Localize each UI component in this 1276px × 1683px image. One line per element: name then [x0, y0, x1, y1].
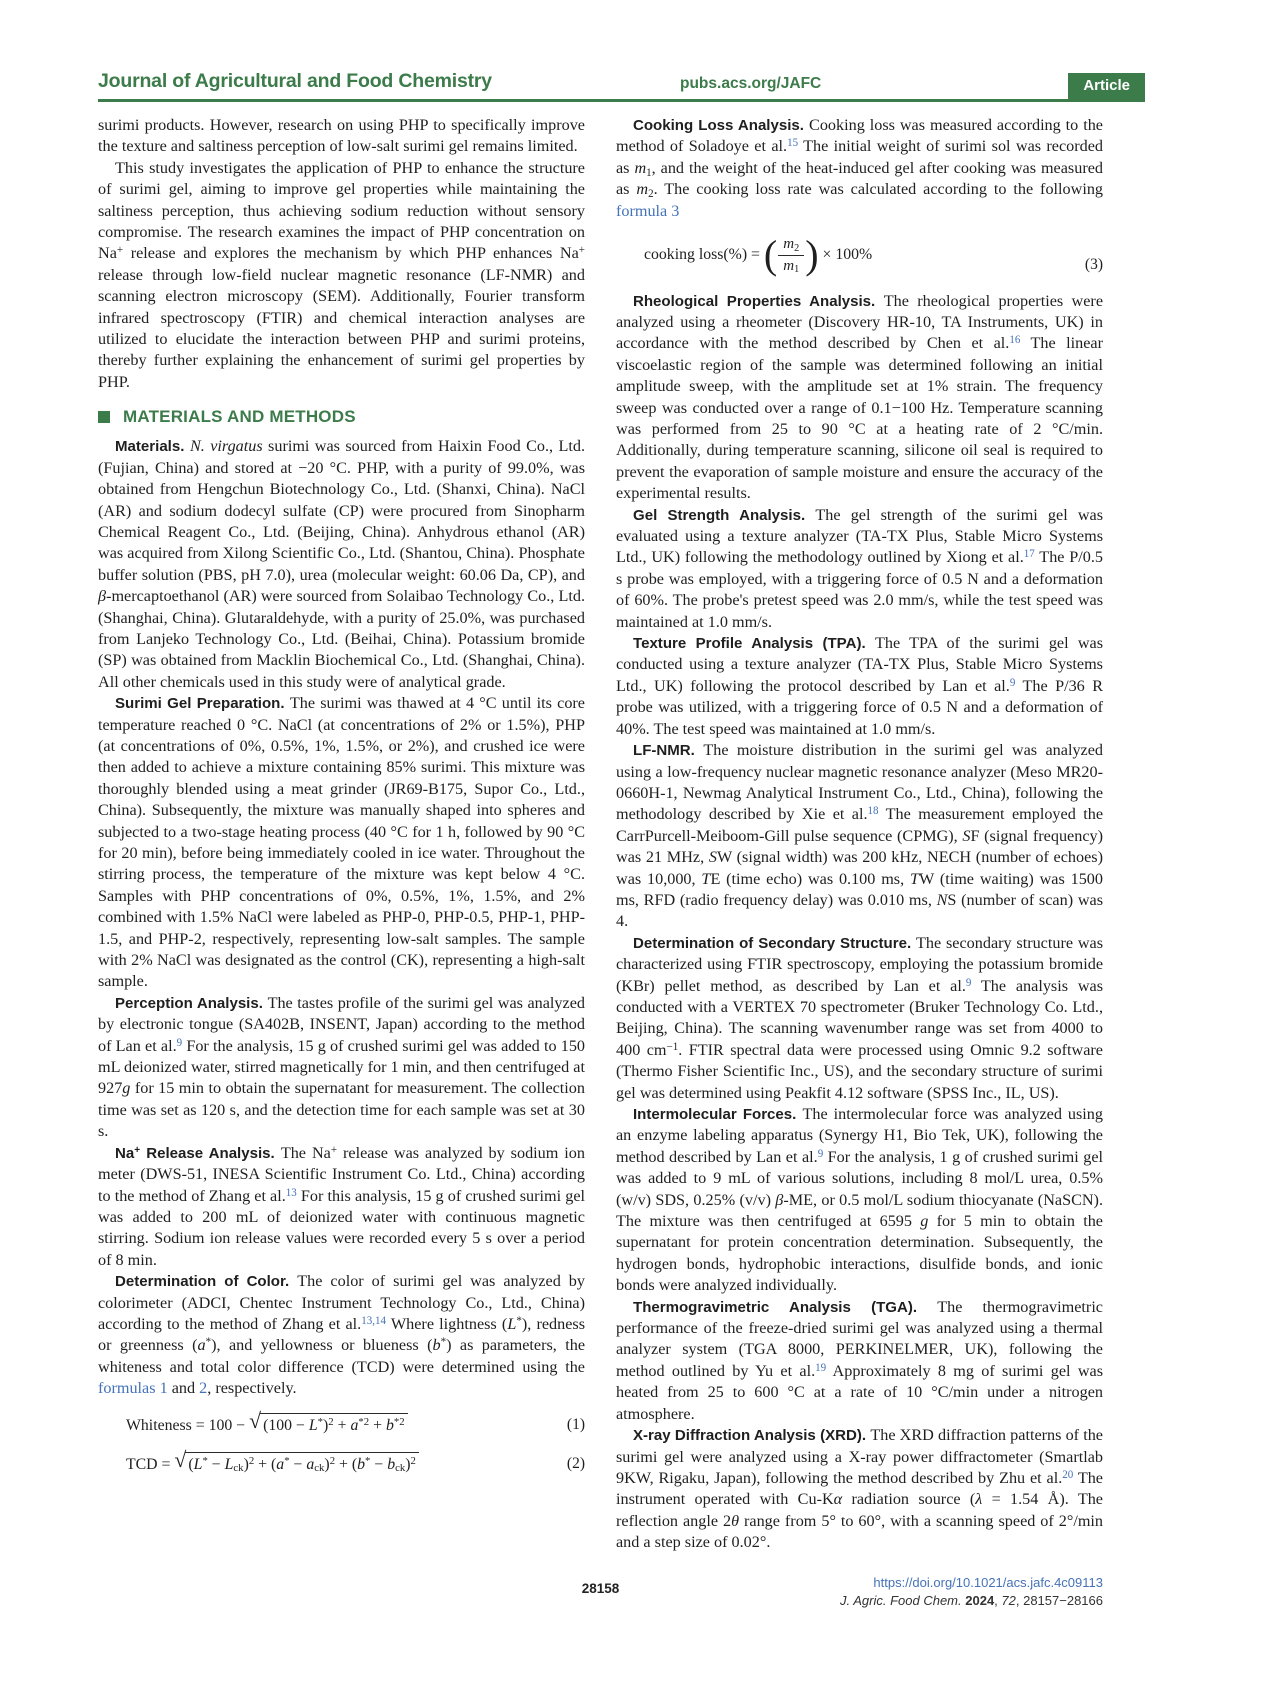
sqrt-body	[260, 1413, 407, 1437]
italic-text: T	[701, 869, 711, 888]
text-run: , 28157−28166	[1015, 1592, 1103, 1608]
italic-text: m	[634, 158, 647, 177]
text-run: The analysis was conducted with a VERTEX 70 spectrometer (Bruker Technology Co. Ltd., Beijing, China). The scanning wavenumber range was set from 4000 to 400 cm	[616, 976, 1103, 1059]
italic-text: m	[783, 257, 795, 274]
paragraph	[98, 436, 585, 693]
inline-link[interactable]: formulas 1	[98, 1379, 168, 1398]
italic-text: α	[833, 1490, 843, 1509]
text-run: ), and yellowness or blueness (	[211, 1336, 433, 1355]
paragraph	[98, 993, 585, 1143]
italic-text: a	[276, 1455, 285, 1473]
superscript: +	[330, 1143, 338, 1156]
text-run: W (signal width) was 200 kHz, NECH (number of echoes) was 10,000,	[616, 848, 1103, 888]
citation-ref[interactable]: 18	[867, 805, 879, 818]
italic-text: S	[962, 826, 971, 845]
text-run: The rheological properties were analyzed using a rheometer (Discovery HR-10, TA Instruments, UK) in accordance with the method described by Chen et al.	[616, 291, 1103, 353]
superscript: *	[365, 1454, 371, 1467]
text-run: release was analyzed by sodium ion meter (DWS-51, INESA Scientific Instrument Co. Ltd., China) according to the method of Zhang et al.	[98, 1143, 585, 1205]
text-run: (100 −	[263, 1416, 309, 1434]
text-run: −	[370, 1455, 388, 1473]
equation-body	[126, 1409, 408, 1434]
italic-text: g	[920, 1212, 929, 1231]
text-run: Approximately 8 mg of surimi gel was heated from 25 to 600 °C at a rate of 10 °C/min under a nitrogen atmosphere.	[616, 1361, 1103, 1423]
inline-link[interactable]: 2	[199, 1379, 208, 1398]
text-run: + (	[335, 1455, 358, 1473]
text-run: )	[324, 1455, 330, 1473]
text-run: The instrument operated with Cu-K	[616, 1468, 1103, 1509]
text-run: )	[323, 1416, 329, 1434]
text-run: −	[289, 1455, 307, 1473]
text-run: The measurement employed the CarrPurcell-Meiboom-Gill pulse sequence (CPMG),	[616, 805, 1103, 845]
paragraph	[98, 158, 585, 393]
text-run: + (	[254, 1455, 277, 1473]
italic-text: b	[387, 1455, 396, 1473]
paragraph	[616, 633, 1103, 740]
superscript: −1	[666, 1040, 679, 1053]
text-run: The intermolecular force was analyzed using an enzyme labeling apparatus (Synergy H1, Bio Tek, UK), following the method described by Lan et al.	[616, 1105, 1103, 1166]
italic-text: L	[224, 1455, 234, 1473]
text-run: The secondary structure was characterized using FTIR spectroscopy, employing the potassium bromide (KBr) pellet method, as described by Lan et al.	[616, 933, 1103, 995]
equation-text	[644, 246, 764, 263]
runin-heading: Gel Strength Analysis.	[633, 506, 816, 524]
text-run: . FTIR spectral data were processed using Omnic 9.2 software (Thermo Fisher Scientific Inc., US), and the secondary structure of surimi gel was determined using Peakfit 4.12 software (SPSS Inc., IL, US).	[616, 1040, 1103, 1102]
citation-ref[interactable]: 9	[176, 1036, 183, 1049]
runin-heading: Texture Profile Analysis (TPA).	[633, 635, 875, 653]
equation-number: (2)	[566, 1454, 585, 1472]
italic-text: a	[197, 1336, 206, 1355]
runin-heading: Materials.	[115, 438, 190, 456]
subscript: 1	[646, 166, 652, 179]
runin-heading: LF-NMR.	[633, 742, 704, 760]
text-run: , respectively.	[207, 1379, 297, 1398]
superscript: *	[440, 1336, 447, 1349]
italic-text: N	[936, 890, 948, 909]
sqrt-expression	[174, 1448, 419, 1476]
italic-text: m	[636, 180, 649, 199]
runin-heading: Release Analysis.	[140, 1144, 281, 1162]
citation-ref[interactable]: 16	[1009, 334, 1021, 347]
equation-number: (1)	[566, 1415, 585, 1433]
text-run: radiation source (	[842, 1490, 976, 1509]
text-run: +	[369, 1416, 386, 1434]
text-run: S (number of scan) was 4.	[616, 890, 1103, 931]
equation-text	[126, 1417, 249, 1434]
runin-heading: Determination of Secondary Structure.	[633, 934, 917, 952]
text-run: The color of surimi gel was analyzed by colorimeter (ADCI, Chentec Instrument Technology Co., Ltd., China) according to the method of Zhang et al.	[98, 1272, 585, 1333]
equation-number: (3)	[1084, 255, 1103, 273]
sqrt-sign: √	[249, 1409, 262, 1434]
text-run: +	[333, 1416, 351, 1434]
open-paren: (	[763, 232, 778, 278]
runin-heading: Cooking Loss Analysis.	[633, 117, 810, 134]
paragraph	[616, 1425, 1103, 1553]
right-column	[616, 115, 1103, 1554]
text-run: For the analysis, 15 g of crushed surimi gel was added to 150 mL deionized water, stirred magnetically for 1 min, and then centrifuged at 927	[98, 1036, 586, 1098]
sqrt-body	[185, 1452, 419, 1476]
fraction-denominator	[778, 256, 804, 276]
text-run: for 5 min to obtain the supernatant for protein concentration determination. Subsequently, the hydrogen bonds, hydrophobic interactions, disulfide bonds, and ionic bonds were analyzed individually.	[616, 1212, 1103, 1295]
runin-heading: Determination of Color.	[115, 1273, 298, 1291]
page-header	[98, 70, 1145, 102]
text-run: = 1.54 Å). The reflection angle 2	[616, 1490, 1103, 1530]
text-run: )	[243, 1455, 249, 1473]
equation	[98, 1448, 585, 1476]
section-heading	[98, 407, 585, 427]
paragraph	[616, 115, 1103, 222]
text-run: The Na	[280, 1143, 331, 1162]
superscript: *	[284, 1454, 290, 1467]
paragraph	[616, 740, 1103, 933]
italic-text: β	[98, 587, 107, 606]
text-run: TCD =	[126, 1455, 175, 1473]
italic-text: T	[909, 869, 919, 888]
text-run: The initial weight of surimi sol was recorded as	[616, 137, 1104, 177]
runin-heading: Intermolecular Forces.	[633, 1106, 803, 1123]
text-run: Cooking loss was measured according to the method of Soladoye et al.	[616, 116, 1103, 156]
text-run: Whiteness = 100 −	[126, 1416, 250, 1434]
left-column	[98, 115, 585, 1554]
page-number: 28158	[581, 1581, 620, 1596]
italic-text: θ	[731, 1511, 740, 1530]
superscript: *2	[358, 1415, 370, 1428]
italic-text: β	[775, 1190, 784, 1209]
italic-text: 72	[1001, 1592, 1016, 1608]
text-run: For this analysis, 15 g of crushed surimi gel was added to 200 mL of deionized water with continuous magnetic stirring. Sodium ion release values were recorded every 5 s over a period of 8 min.	[98, 1186, 586, 1269]
runin-heading-sup: +	[134, 1145, 141, 1157]
superscript: +	[116, 244, 124, 257]
text-run: This study investigates the application of PHP to enhance the structure of surimi gel, aiming to improve gel properties while maintaining the saltiness perception, thus achieving sodium reduction without sensory compromise. The research examines the impact of PHP concentration on Na	[98, 158, 585, 263]
superscript: 2	[328, 1415, 334, 1428]
subscript: 2	[648, 187, 654, 200]
citation-ref[interactable]: 9	[965, 976, 972, 989]
text-run: (	[188, 1455, 194, 1473]
text-run: -ME, or 0.5 mol/L sodium thiocyanate (NaSCN). The mixture was then centrifuged at 6595	[616, 1190, 1103, 1231]
text-run: release and explores the mechanism by which PHP enhances Na	[123, 244, 579, 263]
equation	[616, 232, 1103, 278]
text-run: The thermogravimetric performance of the freeze-dried surimi gel was analyzed using a thermal analyzer system (TGA 8000, PERKINELMER, UK), following the method outlined by Yu et al.	[616, 1297, 1103, 1380]
citation-ref[interactable]: 20	[1062, 1468, 1074, 1481]
fraction	[778, 235, 804, 276]
text-run: The linear viscoelastic region of the sample was determined following an initial amplitude sweep, with the amplitude set at 1% strain. The frequency sweep was conducted over a range of 0.1−100 Hz. Temperature scanning was performed from 25 to 90 °C at a heating rate of 2 °C/min. Additionally, during temperature scanning, silicone oil seal is required to prevent the evaporation of sample moisture and ensure the accuracy of the experimental results.	[616, 334, 1103, 503]
text-run: . The cooking loss rate was calculated according to the following	[653, 180, 1104, 199]
subscript: 2	[794, 242, 800, 254]
text-run: E (time echo) was 0.100 ms,	[710, 869, 910, 888]
text-run: for 15 min to obtain the supernatant for measurement. The collection time was set as 120 s, and the detection time for each sample was set at 30 s.	[98, 1079, 585, 1141]
text-run: F (signal frequency) was 21 MHz,	[616, 826, 1103, 867]
section-square-icon	[98, 411, 110, 423]
subscript: ck	[314, 1462, 325, 1475]
superscript: *2	[393, 1415, 405, 1428]
text-run: and	[167, 1379, 200, 1398]
italic-text: a	[350, 1416, 359, 1434]
journal-title: Journal of Agricultural and Food Chemistry	[98, 70, 492, 92]
text-run: -mercaptoethanol (AR) were sourced from Solaibao Technology Co., Ltd. (Shanghai, China). Glutaraldehyde, with a purity of 25.0%, was purchased from Lanjeko Technology Co., Ltd. (Beihai, China). Potassium bromide (SP) was obtained from Macklin Biochemical Co., Ltd. (Shanghai, China). All other chemicals used in this study were of analytical grade.	[98, 587, 585, 691]
italic-text: g	[122, 1079, 131, 1098]
text-run: For the analysis, 1 g of crushed surimi gel was added to 9 mL of various solutions, including 8 mol/L urea, 0.5% (w/v) SDS, 0.25% (v/v)	[616, 1147, 1104, 1209]
inline-link[interactable]: formula 3	[616, 201, 680, 220]
citation-ref[interactable]: 17	[1023, 548, 1035, 561]
italic-text: S	[708, 848, 717, 867]
text-run: −	[207, 1455, 225, 1473]
italic-text: b	[385, 1416, 394, 1434]
paragraph	[616, 933, 1103, 1104]
text-run: The P/36 R probe was utilized, with a triggering force of 0.5 N and a deformation of 40%. The test speed was maintained at 1.0 mm/s.	[616, 676, 1104, 738]
runin-heading: Thermogravimetric Analysis (TGA).	[633, 1298, 938, 1316]
italic-text: m	[783, 236, 795, 253]
citation-ref[interactable]: 15	[787, 137, 799, 150]
text-run: release through low-field nuclear magnetic resonance (LF-NMR) and scanning electron microscopy (SEM). Additionally, Fourier transform infrared spectroscopy (FTIR) and chemical interaction analyses are utilized to elucidate the interaction between PHP and surimi proteins, thereby further explaining the enhancement of surimi gel properties by PHP.	[98, 265, 585, 391]
italic-text: L	[507, 1314, 517, 1333]
runin-heading: Perception Analysis.	[115, 994, 268, 1012]
text-run: × 100%	[818, 245, 873, 263]
paragraph	[98, 1143, 585, 1271]
paragraph	[98, 1271, 585, 1399]
superscript: *	[205, 1336, 212, 1349]
text-run: The gel strength of the surimi gel was evaluated using a texture analyzer (TA-TX Plus, Stable Micro Systems Ltd., UK) following the methodology outlined by Xiong et al.	[616, 505, 1103, 567]
sqrt-expression	[249, 1409, 407, 1437]
text-run: cooking loss(%) =	[644, 245, 764, 263]
footer-citation-block	[840, 1574, 1103, 1609]
paragraph	[98, 115, 585, 158]
text-run: range from 5° to 60°, with a scanning speed of 2°/min and a step size of 0.02°.	[616, 1511, 1103, 1552]
text-run: )	[405, 1455, 411, 1473]
equation	[98, 1409, 585, 1437]
subscript: 1	[794, 264, 800, 276]
text-run: The XRD diffraction patterns of the surimi gel were analyzed using a X-ray power diffractometer (Smartlab 9KW, Rigaku, Japan), following the method described by Zhu et al.	[616, 1426, 1103, 1487]
paragraph	[616, 1104, 1103, 1297]
superscript: *	[317, 1415, 324, 1428]
italic-text: L	[308, 1416, 318, 1434]
text-run: Where lightness (	[385, 1314, 508, 1333]
superscript: *	[202, 1454, 208, 1467]
subscript: ck	[233, 1462, 244, 1475]
superscript: 2	[248, 1454, 255, 1467]
subscript: ck	[395, 1462, 406, 1475]
text-run: surimi products. However, research on using PHP to specifically improve the texture and saltiness perception of low-salt surimi gel remains limited.	[98, 116, 585, 156]
text-run: ), redness or greenness (	[98, 1314, 585, 1355]
close-paren: )	[805, 232, 819, 278]
italic-text: b	[432, 1336, 441, 1355]
equation-body	[126, 1448, 419, 1475]
site-link[interactable]: pubs.acs.org/JAFC	[680, 75, 822, 92]
text-run: ,	[994, 1592, 1002, 1608]
section-heading-label: MATERIALS AND METHODS	[123, 407, 356, 427]
equation-body	[644, 232, 873, 278]
paragraph	[98, 693, 585, 993]
runin-heading: Rheological Properties Analysis.	[633, 292, 884, 310]
citation-ref[interactable]: 13,14	[361, 1314, 386, 1327]
text-run: The TPA of the surimi gel was conducted using a texture analyzer (TA-TX Plus, Stable Micro Systems Ltd., UK) following the protocol described by Lan et al.	[616, 634, 1103, 695]
text-run: , and the weight of the heat-induced gel after cooking was measured as	[616, 158, 1103, 199]
bold-text: 2024	[965, 1592, 995, 1608]
doi-link[interactable]: https://doi.org/10.1021/acs.jafc.4c09113	[873, 1575, 1103, 1590]
paragraph	[616, 291, 1103, 505]
superscript: +	[578, 244, 585, 257]
fraction-numerator	[778, 235, 804, 256]
text-run: The P/0.5 s probe was employed, with a triggering force of 0.5 N and a deformation of 60%. The probe's pretest speed was 2.0 mm/s, while the test speed was maintained at 1.0 mm/s.	[616, 548, 1103, 631]
runin-heading: Na	[115, 1144, 135, 1162]
citation-ref[interactable]: 13	[285, 1186, 297, 1199]
paragraph	[616, 1297, 1103, 1425]
runin-heading: X-ray Diffraction Analysis (XRD).	[633, 1427, 871, 1445]
article-type-badge: Article	[1068, 73, 1145, 99]
italic-text: a	[306, 1455, 315, 1473]
italic-text: λ	[975, 1490, 983, 1509]
text-run: surimi was sourced from Haixin Food Co., Ltd. (Fujian, China) and stored at −20 °C. PHP, with a purity of 99.0%, was obtained from Hengchun Biotechnology Co., Ltd. (Shanxi, China). NaCl (AR) and sodium dodecyl sulfate (CP) were procured from Sinopharm Chemical Reagent Co., Ltd. (Beijing, China). Anhydrous ethanol (AR) was acquired from Xilong Scientific Co., Ltd. (Shantou, China). Phosphate buffer solution (PBS, pH 7.0), urea (molecular weight: 60.06 Da, CP), and	[98, 437, 585, 584]
text-run: The surimi was thawed at 4 °C until its core temperature reached 0 °C. NaCl (at concentrations of 2% or 1.5%), PHP (at concentrations of 0%, 0.5%, 1%, 1.5%, or 2%), and crushed ice were then added to achieve a mixture containing 85% surimi. This mixture was thoroughly blended using a meat grinder (JR69-B175, Supor Co., Ltd., China). Subsequently, the mixture was manually shaped into spheres and subjected to a two-stage heating process (40 °C for 1 h, followed by 90 °C for 20 min), before being immediately cooled in ice water. Throughout the stirring process, the temperature of the mixture was kept below 4 °C. Samples with PHP concentrations of 0%, 0.5%, 1%, 1.5%, and 2% combined with 1.5% NaCl were labeled as PHP-0, PHP-0.5, PHP-1, PHP-1.5, and PHP-2, respectively, representing low-salt samples. The sample with 2% NaCl was designated as the control (CK), representing a high-salt sample.	[98, 694, 585, 991]
superscript: *	[516, 1314, 522, 1327]
italic-text: b	[357, 1455, 366, 1473]
citation-ref[interactable]: 19	[815, 1361, 827, 1374]
equation-text	[819, 246, 873, 263]
text-run: The tastes profile of the surimi gel was analyzed by electronic tongue (SA402B, INSENT, Japan) according to the method of Lan et al.	[98, 993, 585, 1055]
text-run: ) as parameters, the whiteness and total color difference (TCD) were determined using the	[98, 1336, 586, 1376]
superscript: 2	[410, 1454, 416, 1467]
text-run: The moisture distribution in the surimi gel was analyzed using a low-frequency nuclear magnetic resonance analyzer (Meso MR20-0660H-1, Newmag Analytical Instrument Co., Ltd., China), following the methodology described by Xie et al.	[616, 741, 1103, 824]
italic-text: L	[193, 1455, 203, 1473]
paragraph	[616, 505, 1103, 633]
text-run: W (time waiting) was 1500 ms, RFD (radio frequency delay) was 0.010 ms,	[616, 869, 1103, 909]
footer-citation	[840, 1592, 1103, 1610]
italic-text: J. Agric. Food Chem.	[840, 1592, 962, 1608]
citation-ref[interactable]: 9	[1009, 676, 1016, 689]
italic-text: N. virgatus	[189, 437, 263, 456]
runin-heading: Surimi Gel Preparation.	[115, 695, 290, 713]
sqrt-sign: √	[174, 1448, 187, 1473]
superscript: 2	[329, 1454, 336, 1467]
citation-ref[interactable]: 9	[817, 1147, 824, 1160]
content-area	[98, 102, 1103, 1554]
equation-text	[126, 1456, 174, 1473]
